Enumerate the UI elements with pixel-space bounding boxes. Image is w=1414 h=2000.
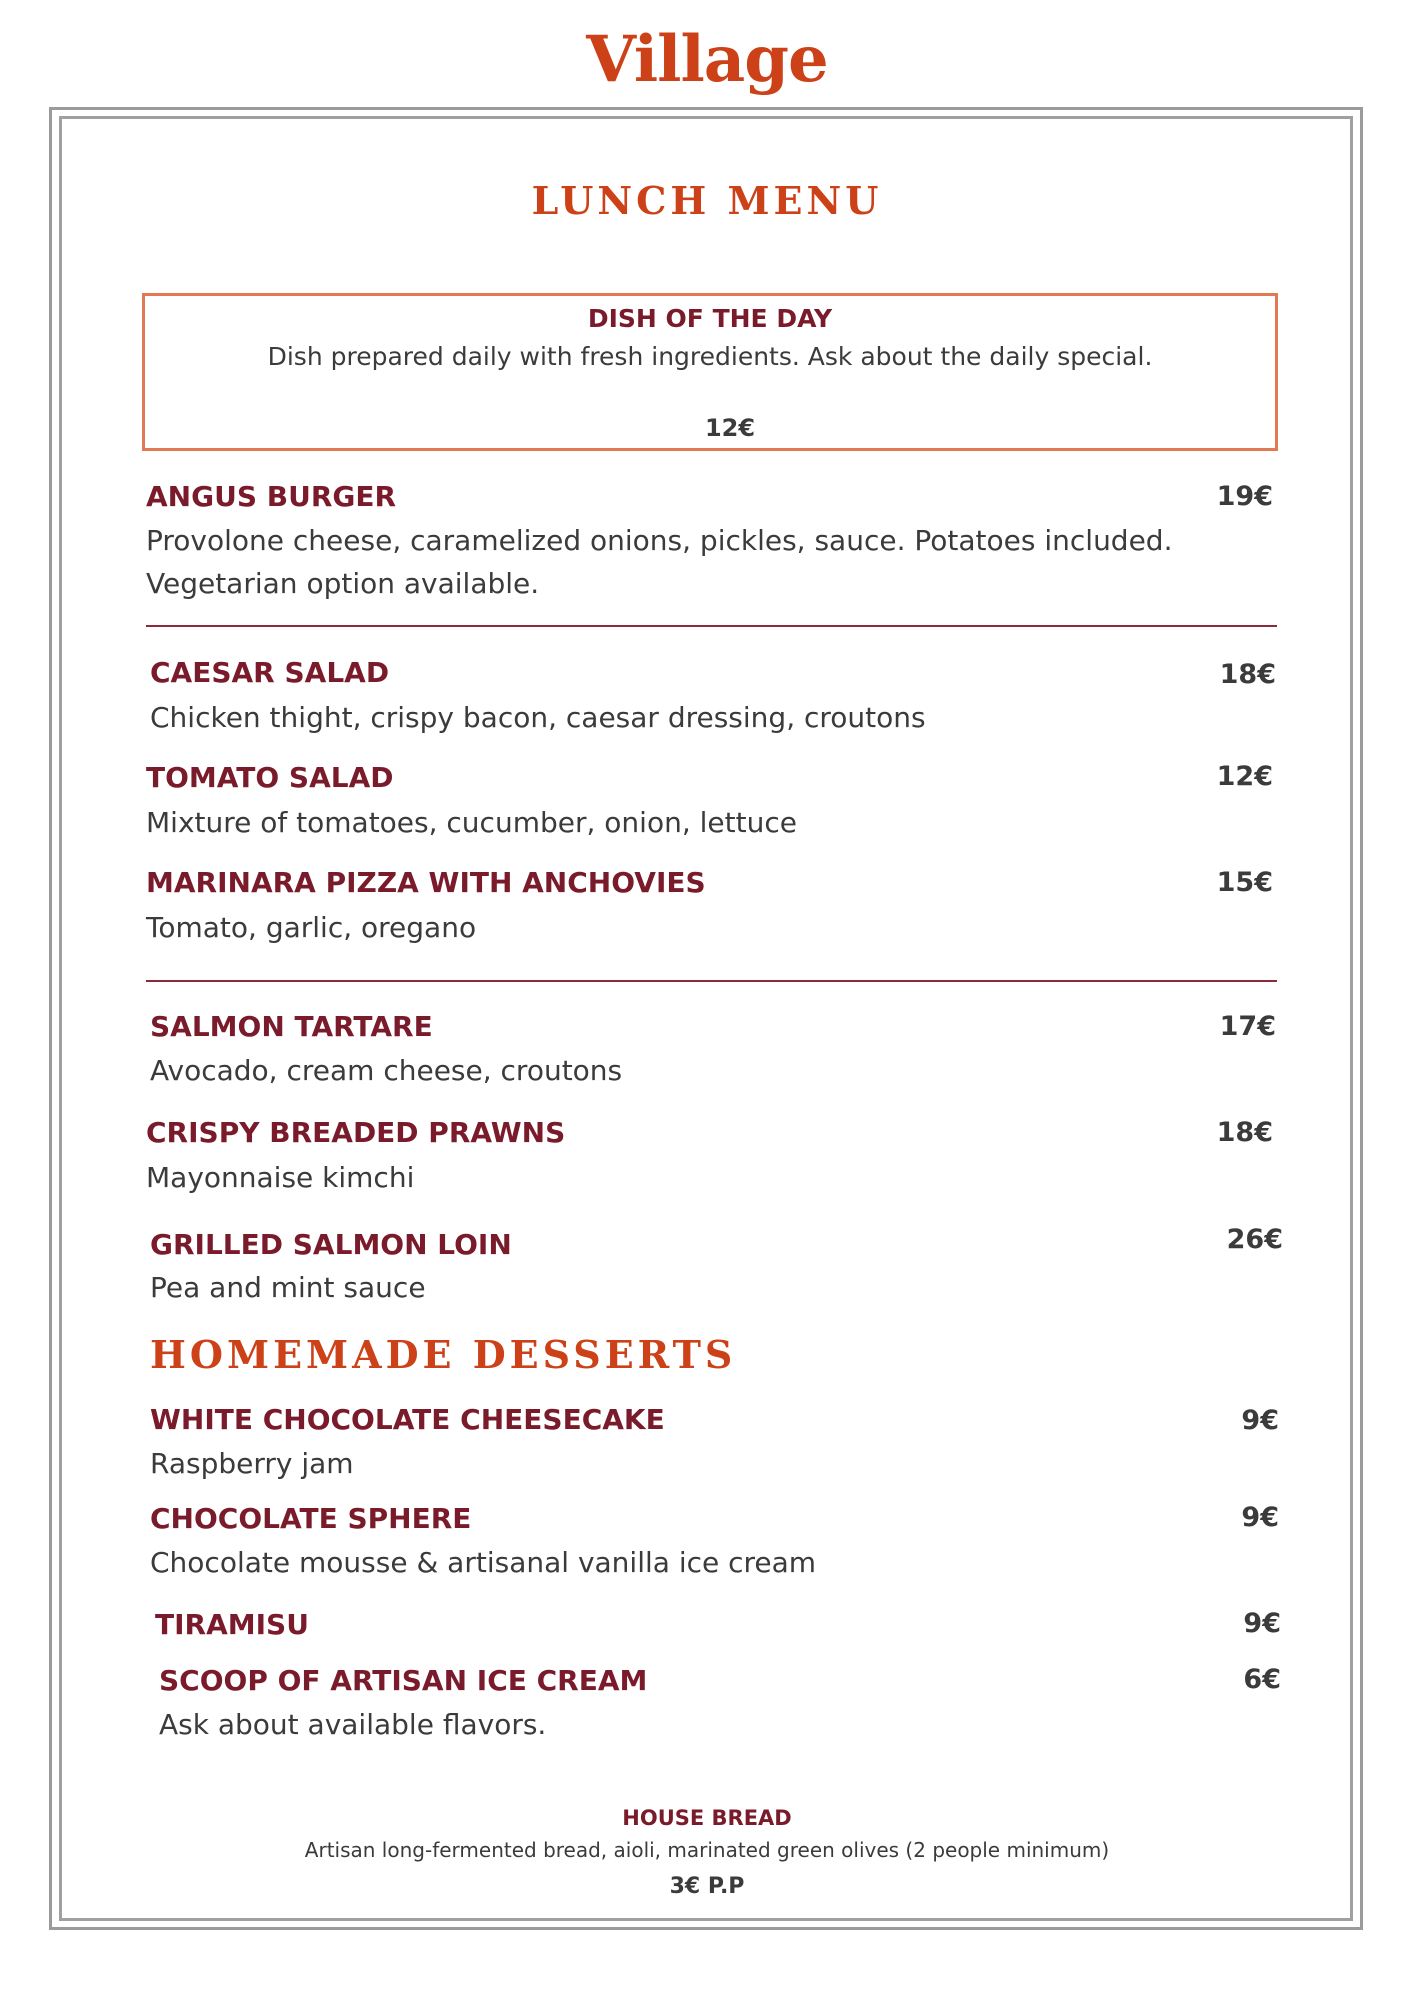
menu-item-name: SALMON TARTARE [150,1010,433,1043]
section-divider [146,625,1277,627]
menu-item-name: ANGUS BURGER [146,480,397,513]
lunch-menu-title: LUNCH MENU [531,178,883,223]
menu-item-price: 12€ [1216,761,1273,792]
dish-of-the-day-price: 12€ [704,414,756,442]
menu-item-name: CAESAR SALAD [150,656,390,689]
menu-item-price: 17€ [1219,1011,1276,1042]
dessert-item-name: CHOCOLATE SPHERE [150,1502,472,1535]
menu-item-price: 26€ [1226,1224,1283,1255]
dessert-item-price: 9€ [1241,1405,1279,1436]
menu-item-price: 18€ [1219,659,1276,690]
menu-item-name: GRILLED SALMON LOIN [150,1228,512,1261]
dish-of-the-day-name: DISH OF THE DAY [587,304,833,333]
dessert-item-price: 6€ [1243,1664,1281,1695]
brand-logo: Village [586,22,828,97]
menu-item-description: Avocado, cream cheese, croutons [150,1054,623,1087]
dessert-item-price: 9€ [1241,1502,1279,1533]
menu-item-description: Provolone cheese, caramelized onions, pickles, sauce. Potatoes included. [146,524,1173,557]
menu-item-description: Mayonnaise kimchi [146,1161,415,1194]
menu-item-description: Vegetarian option available. [146,567,540,600]
house-bread-description: Artisan long-fermented bread, aioli, marinated green olives (2 people minimum) [304,1838,1110,1862]
menu-item-name: MARINARA PIZZA WITH ANCHOVIES [146,866,706,899]
dessert-item-name: TIRAMISU [155,1608,309,1641]
section-divider [146,980,1277,982]
house-bread-price: 3€ P.P [669,1874,745,1899]
menu-item-name: CRISPY BREADED PRAWNS [146,1116,566,1149]
dessert-item-description: Ask about available flavors. [159,1708,547,1741]
house-bread-name: HOUSE BREAD [622,1806,792,1830]
menu-item-price: 19€ [1216,481,1273,512]
dessert-item-description: Chocolate mousse & artisanal vanilla ice cream [150,1546,817,1579]
dessert-item-name: WHITE CHOCOLATE CHEESECAKE [150,1403,665,1436]
dish-of-the-day-box [142,293,1278,451]
menu-item-description: Tomato, garlic, oregano [146,911,477,944]
desserts-title: HOMEMADE DESSERTS [150,1332,737,1377]
menu-item-description: Pea and mint sauce [150,1271,426,1304]
dish-of-the-day-description: Dish prepared daily with fresh ingredients. Ask about the daily special. [267,342,1153,371]
menu-item-price: 15€ [1216,867,1273,898]
menu-item-price: 18€ [1216,1117,1273,1148]
menu-item-description: Mixture of tomatoes, cucumber, onion, lettuce [146,806,797,839]
dessert-item-name: SCOOP OF ARTISAN ICE CREAM [159,1664,648,1697]
menu-item-name: TOMATO SALAD [146,761,394,794]
menu-item-description: Chicken thight, crispy bacon, caesar dressing, croutons [150,701,926,734]
dessert-item-description: Raspberry jam [150,1447,354,1480]
dessert-item-price: 9€ [1243,1608,1281,1639]
